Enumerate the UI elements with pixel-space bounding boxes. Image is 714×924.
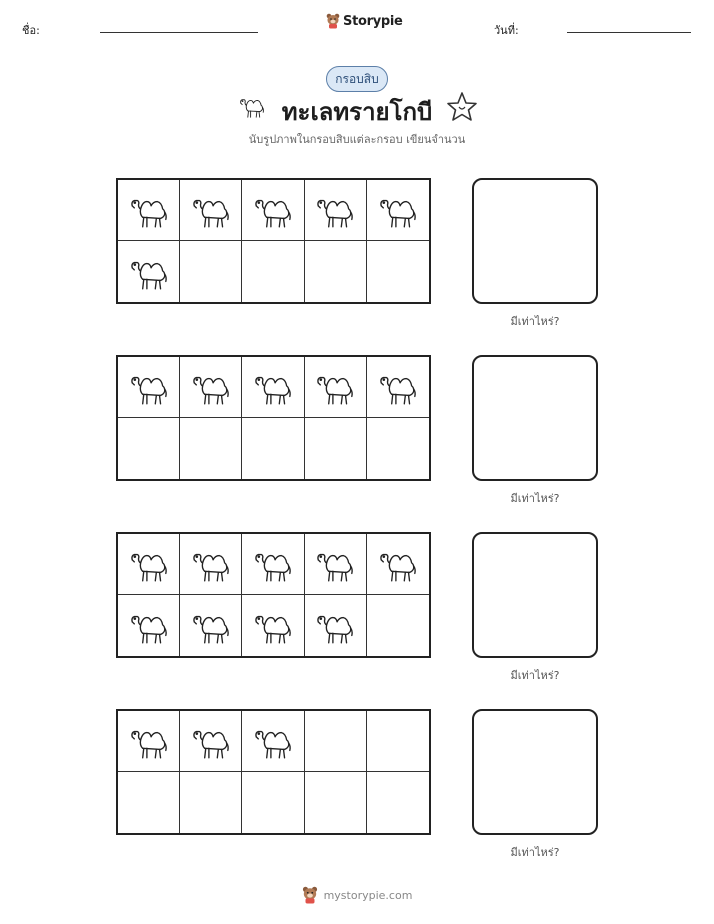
frame-cell (367, 711, 429, 772)
frame-cell (180, 534, 242, 595)
camel-icon (377, 189, 419, 231)
frame-cell (305, 772, 367, 833)
frame-cell (180, 180, 242, 241)
brand-logo (326, 13, 403, 29)
camel-icon (252, 543, 294, 585)
frame-cell (305, 595, 367, 656)
frame-cell (180, 595, 242, 656)
frame-cell (118, 241, 180, 302)
frame-cell (242, 180, 304, 241)
camel-icon (128, 366, 170, 408)
camel-icon (314, 543, 356, 585)
answer-box-4[interactable] (472, 709, 598, 835)
camel-icon (252, 605, 294, 647)
camel-icon (190, 605, 232, 647)
answer-box-2[interactable] (472, 355, 598, 481)
camel-icon (377, 366, 419, 408)
frame-cell (305, 357, 367, 418)
frame-cell (367, 357, 429, 418)
ten-frame-4 (116, 709, 431, 835)
frame-cell (305, 180, 367, 241)
frame-cell (305, 534, 367, 595)
frame-cell (242, 357, 304, 418)
frame-cell (118, 180, 180, 241)
frame-cell (242, 772, 304, 833)
page-title: ทะเลทรายโกบี (281, 98, 433, 126)
camel-icon (128, 543, 170, 585)
frame-cell (180, 357, 242, 418)
frame-cell (305, 418, 367, 479)
footer (0, 886, 714, 904)
camel-icon (128, 720, 170, 762)
name-label: ชื่อ: (22, 24, 40, 37)
camel-icon (190, 543, 232, 585)
frame-cell (118, 595, 180, 656)
instructions: นับรูปภาพในกรอบสิบแต่ละกรอบ เขียนจำนวน (248, 133, 466, 146)
question-label-4: มีเท่าไหร่? (510, 846, 560, 859)
date-label: วันที่: (494, 24, 519, 37)
frame-cell (180, 241, 242, 302)
topic-badge: กรอบสิบ (326, 66, 388, 92)
camel-icon (252, 720, 294, 762)
frame-cell (180, 711, 242, 772)
camel-icon (190, 720, 232, 762)
date-line[interactable] (567, 32, 691, 33)
frame-cell (180, 772, 242, 833)
frame-cell (367, 241, 429, 302)
frame-cell (367, 595, 429, 656)
name-line[interactable] (100, 32, 258, 33)
camel-icon (190, 366, 232, 408)
camel-icon (314, 366, 356, 408)
frame-cell (118, 772, 180, 833)
answer-box-3[interactable] (472, 532, 598, 658)
frame-cell (367, 772, 429, 833)
camel-icon (128, 189, 170, 231)
camel-icon (314, 189, 356, 231)
frame-cell (242, 241, 304, 302)
frame-cell (242, 595, 304, 656)
brand-name: Storypie (343, 13, 403, 29)
ten-frame-1 (116, 178, 431, 304)
frame-cell (180, 418, 242, 479)
camel-icon (128, 251, 170, 293)
camel-icon (190, 189, 232, 231)
question-label-2: มีเท่าไหร่? (510, 492, 560, 505)
frame-cell (242, 534, 304, 595)
frame-cell (367, 534, 429, 595)
frame-cell (242, 711, 304, 772)
camel-icon (314, 605, 356, 647)
camel-icon (252, 366, 294, 408)
frame-cell (118, 711, 180, 772)
question-label-1: มีเท่าไหร่? (510, 315, 560, 328)
frame-cell (118, 418, 180, 479)
bear-logo-icon (326, 13, 340, 29)
frame-cell (305, 241, 367, 302)
camel-icon (377, 543, 419, 585)
answer-box-1[interactable] (472, 178, 598, 304)
frame-cell (367, 180, 429, 241)
footer-url[interactable]: mystorypie.com (323, 888, 413, 902)
frame-cell (118, 357, 180, 418)
bear-logo-icon (302, 886, 318, 904)
question-label-3: มีเท่าไหร่? (510, 669, 560, 682)
camel-icon (128, 605, 170, 647)
frame-cell (242, 418, 304, 479)
ten-frame-2 (116, 355, 431, 481)
frame-cell (305, 711, 367, 772)
star-icon (446, 91, 478, 123)
frame-cell (367, 418, 429, 479)
camel-icon (252, 189, 294, 231)
frame-cell (118, 534, 180, 595)
ten-frame-3 (116, 532, 431, 658)
